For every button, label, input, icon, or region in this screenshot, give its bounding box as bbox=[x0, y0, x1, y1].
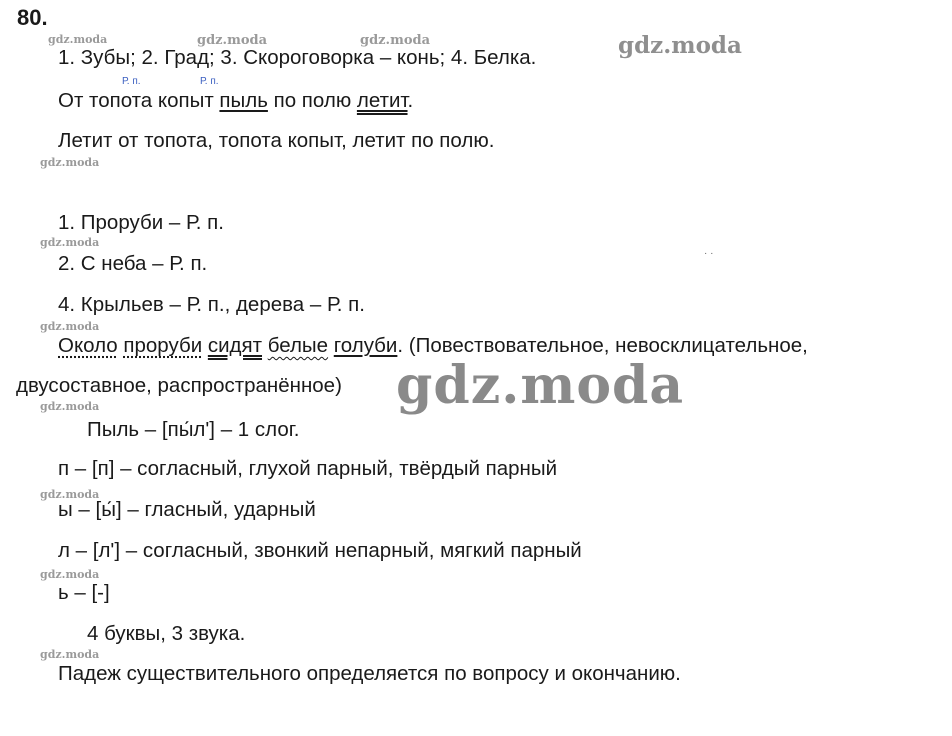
attribute-word: белые bbox=[267, 334, 329, 357]
phonetic-line: ы – [ы́] – гласный, ударный bbox=[58, 498, 316, 521]
watermark: gdz.moda bbox=[618, 32, 742, 59]
sentence-part: От топота копыт bbox=[58, 89, 220, 112]
task-number: 80. bbox=[17, 5, 48, 30]
watermark: gdz.moda bbox=[197, 33, 268, 48]
list-item: 1. Проруби – Р. п. bbox=[58, 211, 224, 234]
list-item: 2. С неба – Р. п. bbox=[58, 252, 208, 275]
adverbial-word: проруби bbox=[123, 334, 203, 357]
phonetic-line: л – [л'] – согласный, звонкий непарный, мягкий парный bbox=[58, 539, 582, 562]
phonetic-line: п – [п] – согласный, глухой парный, твёрдый парный bbox=[58, 457, 558, 480]
stray-mark: · · bbox=[704, 248, 714, 259]
predicate-word: сидят bbox=[207, 334, 263, 357]
watermark-large: gdz.moda bbox=[396, 355, 685, 416]
watermark: gdz.moda bbox=[40, 320, 100, 333]
phonetic-line: ь – [-] bbox=[58, 581, 110, 604]
case-mark: Р. п. bbox=[122, 76, 141, 87]
subject-word: пыль bbox=[219, 89, 268, 112]
sentence-part: . bbox=[407, 89, 414, 112]
watermark: gdz.moda bbox=[40, 400, 100, 413]
watermark: gdz.moda bbox=[48, 33, 108, 46]
sentence-2: Летит от топота, топота копыт, летит по полю. bbox=[58, 129, 495, 152]
answer-line-1: 1. Зубы; 2. Град; 3. Скороговорка – конь; 4. Белка. bbox=[58, 46, 537, 69]
watermark: gdz.moda bbox=[360, 33, 431, 48]
case-mark: Р. п. bbox=[200, 76, 219, 87]
answer-last-line: Падеж существительного определяется по вопросу и окончанию. bbox=[58, 662, 681, 685]
sentence-characteristics: . (Повествовательное, невосклицательное, bbox=[397, 334, 808, 357]
subject-word: голуби bbox=[333, 334, 398, 357]
watermark: gdz.moda bbox=[40, 648, 100, 661]
adverbial-word: Около bbox=[58, 334, 118, 357]
watermark: gdz.moda bbox=[40, 568, 100, 581]
sentence-characteristics-cont: двусоставное, распространённое) bbox=[16, 374, 342, 397]
sentence-part: по полю bbox=[267, 89, 357, 112]
watermark: gdz.moda bbox=[40, 236, 100, 249]
watermark: gdz.moda bbox=[40, 156, 100, 169]
phonetic-summary: 4 буквы, 3 звука. bbox=[87, 622, 246, 645]
watermark: gdz.moda bbox=[40, 488, 100, 501]
list-item: 4. Крыльев – Р. п., дерева – Р. п. bbox=[58, 293, 365, 316]
predicate-word: летит bbox=[356, 89, 408, 112]
sentence-analysis bbox=[58, 334, 808, 358]
phonetic-header: Пыль – [пы́л'] – 1 слог. bbox=[87, 418, 300, 441]
sentence-1 bbox=[58, 89, 413, 113]
